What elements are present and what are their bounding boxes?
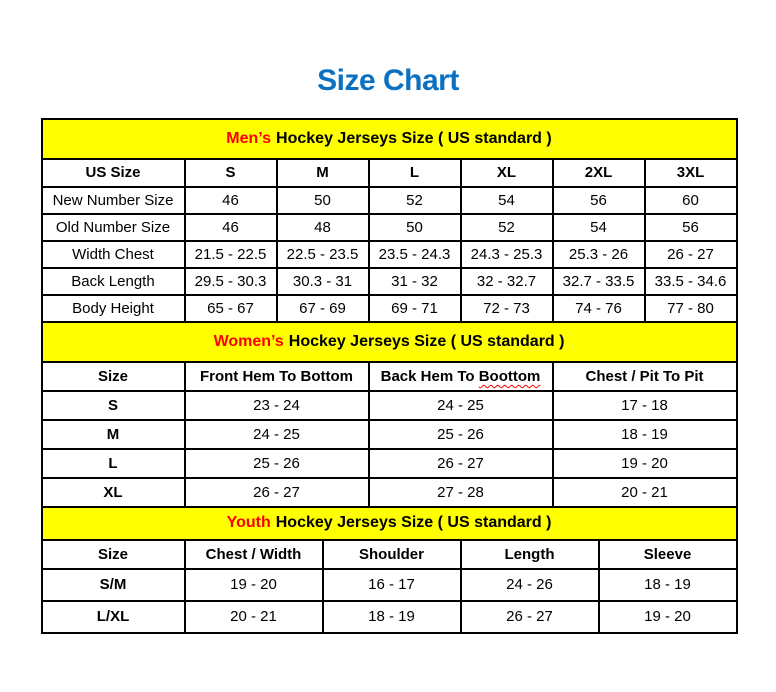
youth-header-row [42,540,737,569]
size-value: 25 - 26 [369,420,553,449]
size-value: 26 - 27 [461,601,599,633]
row-label: XL [42,478,185,507]
womens-col-header-front-hem: Front Hem To Bottom [185,362,369,391]
womens-col-header-size: Size [42,362,185,391]
mens-col-header-m: M [277,159,369,187]
size-value: 48 [277,214,369,241]
row-label: M [42,420,185,449]
size-value: 21.5 - 22.5 [185,241,277,268]
row-label: Old Number Size [42,214,185,241]
youth-section-heading [42,507,737,540]
size-value: 50 [277,187,369,214]
size-value: 25.3 - 26 [553,241,645,268]
table-row [42,295,737,322]
mens-col-header-s: S [185,159,277,187]
table-row [42,478,737,507]
size-value: 20 - 21 [185,601,323,633]
size-tables [41,118,736,634]
size-value: 24 - 25 [369,391,553,420]
youth-col-header-chest-width: Chest / Width [185,540,323,569]
row-label: S/M [42,569,185,601]
table-row [42,569,737,601]
row-label: Back Length [42,268,185,295]
mens-col-header-3xl: 3XL [645,159,737,187]
row-label: L [42,449,185,478]
youth-col-header-length: Length [461,540,599,569]
size-value: 27 - 28 [369,478,553,507]
womens-heading-text: Hockey Jerseys Size ( US standard ) [288,332,565,350]
size-value: 32 - 32.7 [461,268,553,295]
youth-section-heading-row [42,507,737,540]
table-row [42,214,737,241]
size-value: 56 [553,187,645,214]
row-label: S [42,391,185,420]
mens-col-header-us-size: US Size [42,159,185,187]
youth-col-header-size: Size [42,540,185,569]
mens-section-heading [42,119,737,159]
size-value: 23 - 24 [185,391,369,420]
size-value: 46 [185,214,277,241]
size-value: 29.5 - 30.3 [185,268,277,295]
size-value: 56 [645,214,737,241]
row-label: New Number Size [42,187,185,214]
table-row [42,420,737,449]
size-value: 17 - 18 [553,391,737,420]
size-value: 20 - 21 [553,478,737,507]
size-value: 54 [553,214,645,241]
size-value: 18 - 19 [323,601,461,633]
youth-heading-text: Hockey Jerseys Size ( US standard ) [275,514,552,532]
row-label: Width Chest [42,241,185,268]
size-value: 60 [645,187,737,214]
mens-header-row [42,159,737,187]
womens-heading-accent: Women’s [213,332,284,350]
mens-heading-accent: Men’s [226,129,272,147]
youth-col-header-shoulder: Shoulder [323,540,461,569]
mens-col-header-xl: XL [461,159,553,187]
womens-size-table [41,321,738,508]
size-value: 26 - 27 [369,449,553,478]
size-value: 52 [369,187,461,214]
size-value: 69 - 71 [369,295,461,322]
size-value: 32.7 - 33.5 [553,268,645,295]
size-value: 25 - 26 [185,449,369,478]
size-value: 33.5 - 34.6 [645,268,737,295]
page-title: Size Chart [317,64,459,97]
size-value: 52 [461,214,553,241]
youth-heading-accent: Youth [226,514,271,532]
back-hem-prefix: Back Hem To [380,367,479,385]
mens-size-table [41,118,738,323]
size-value: 22.5 - 23.5 [277,241,369,268]
size-value: 54 [461,187,553,214]
table-row [42,241,737,268]
mens-heading-text: Hockey Jerseys Size ( US standard ) [276,129,552,147]
mens-col-header-2xl: 2XL [553,159,645,187]
size-value: 19 - 20 [553,449,737,478]
mens-col-header-l: L [369,159,461,187]
row-label: L/XL [42,601,185,633]
womens-section-heading [42,322,737,362]
row-label: Body Height [42,295,185,322]
table-row [42,187,737,214]
mens-section-heading-row [42,119,737,159]
youth-col-header-sleeve: Sleeve [599,540,737,569]
size-value: 19 - 20 [599,601,737,633]
size-value: 31 - 32 [369,268,461,295]
table-row [42,601,737,633]
size-value: 24 - 25 [185,420,369,449]
size-value: 24 - 26 [461,569,599,601]
womens-section-heading-row [42,322,737,362]
womens-col-header-back-hem [369,362,553,391]
womens-col-header-chest: Chest / Pit To Pit [553,362,737,391]
womens-header-row [42,362,737,391]
size-value: 26 - 27 [185,478,369,507]
table-row [42,391,737,420]
size-value: 77 - 80 [645,295,737,322]
size-value: 50 [369,214,461,241]
size-value: 72 - 73 [461,295,553,322]
table-row [42,268,737,295]
size-value: 16 - 17 [323,569,461,601]
size-value: 18 - 19 [599,569,737,601]
size-value: 23.5 - 24.3 [369,241,461,268]
size-value: 65 - 67 [185,295,277,322]
back-hem-misspelled-word: Boottom [478,367,541,385]
youth-size-table [41,506,738,634]
size-value: 19 - 20 [185,569,323,601]
size-value: 46 [185,187,277,214]
size-value: 74 - 76 [553,295,645,322]
size-value: 30.3 - 31 [277,268,369,295]
size-value: 24.3 - 25.3 [461,241,553,268]
table-row [42,449,737,478]
size-value: 67 - 69 [277,295,369,322]
size-value: 26 - 27 [645,241,737,268]
size-value: 18 - 19 [553,420,737,449]
